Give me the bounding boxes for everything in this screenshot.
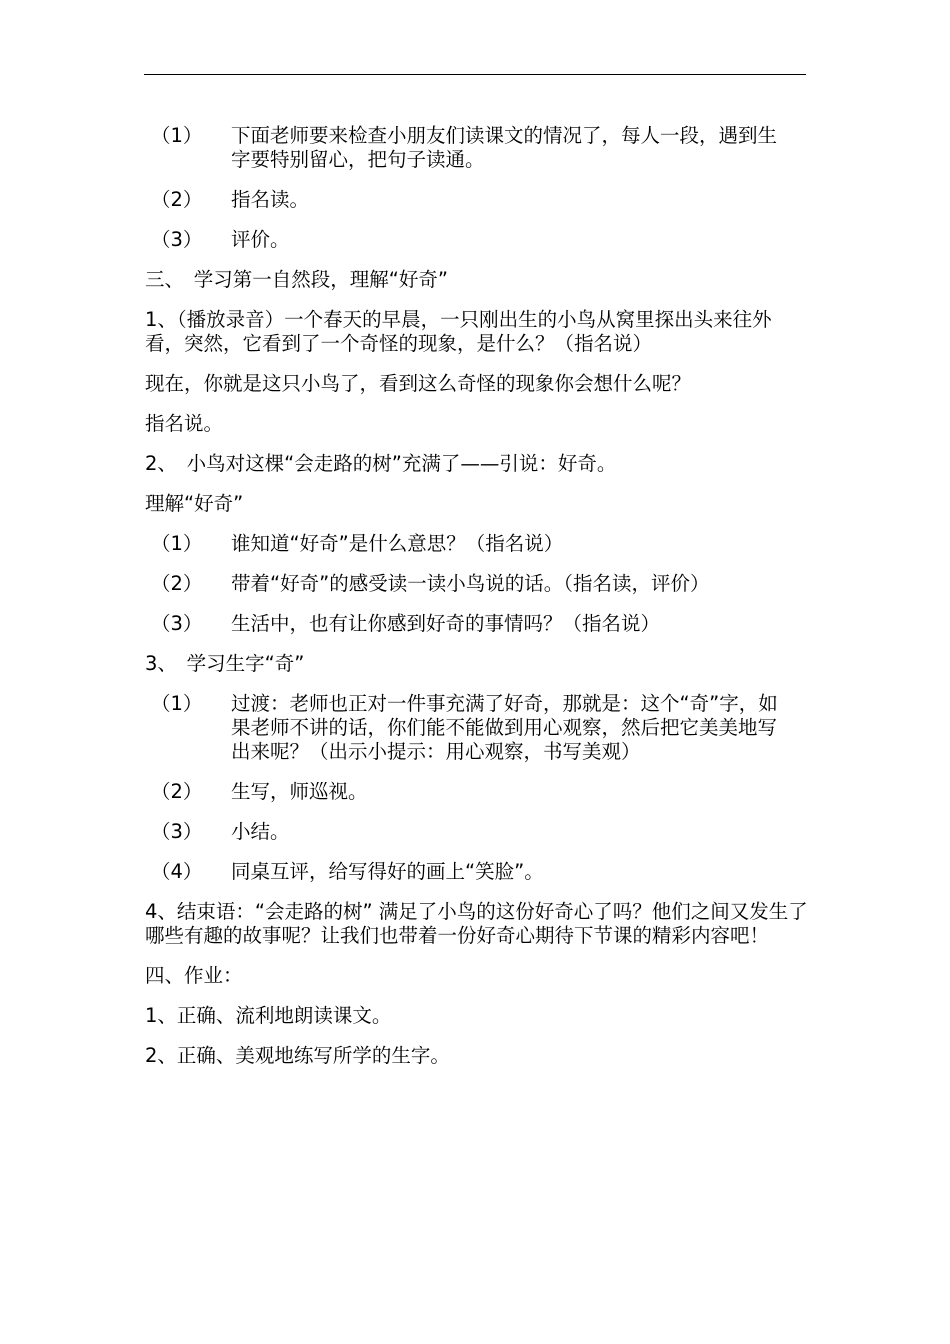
item-text: 指名读。 [231, 188, 310, 211]
list-item [145, 860, 810, 884]
paragraph: 现在，你就是这只小鸟了，看到这么奇怪的现象你会想什么呢？ [145, 372, 692, 395]
item-number: （1） [151, 124, 203, 147]
list-item [145, 228, 810, 252]
item-text: 生活中，也有让你感到好奇的事情吗？（指名说） [231, 612, 661, 635]
paragraph: 2、正确、美观地练写所学的生字。 [145, 1044, 450, 1067]
list-item [145, 572, 810, 596]
list-item [145, 780, 810, 804]
item-number: （3） [151, 820, 203, 843]
list-item [145, 532, 810, 556]
item-number: （2） [151, 780, 203, 803]
item-number: （4） [151, 860, 203, 883]
item-number: （2） [151, 188, 203, 211]
list-item [145, 820, 810, 844]
item-text: 同桌互评，给写得好的画上“笑脸”。 [231, 860, 544, 883]
paragraph: 指名说。 [145, 412, 224, 435]
list-item [145, 124, 810, 172]
paragraph: 3、 学习生字“奇” [145, 652, 305, 675]
section-heading: 三、 学习第一自然段，理解“好奇” [145, 268, 448, 291]
paragraph: 2、 小鸟对这棵“会走路的树”充满了——引说：好奇。 [145, 452, 617, 475]
list-item [145, 188, 810, 212]
item-text: 评价。 [231, 228, 290, 251]
list-item [145, 692, 810, 764]
item-number: （1） [151, 532, 203, 555]
item-number: （3） [151, 228, 203, 251]
header-rule [144, 74, 806, 75]
item-text: 下面老师要来检查小朋友们读课文的情况了，每人一段，遇到生字要特别留心，把句子读通。 [231, 124, 778, 171]
item-text: 带着“好奇”的感受读一读小鸟说的话。（指名读，评价） [231, 572, 710, 595]
item-text: 谁知道“好奇”是什么意思？（指名说） [231, 532, 564, 555]
paragraph: 1、正确、流利地朗读课文。 [145, 1004, 392, 1027]
section-heading: 四、作业： [145, 964, 243, 987]
paragraph: 理解“好奇” [145, 492, 244, 515]
paragraph: 1、（播放录音）一个春天的早晨，一只刚出生的小鸟从窝里探出头来往外看，突然，它看到了一个奇怪的现象，是什么？（指名说） [145, 308, 772, 355]
item-number: （2） [151, 572, 203, 595]
item-text: 过渡：老师也正对一件事充满了好奇，那就是：这个“奇”字，如果老师不讲的话，你们能不能做到用心观察，然后把它美美地写出来呢？（出示小提示：用心观察，书写美观） [231, 692, 778, 763]
list-item [145, 612, 810, 636]
item-number: （3） [151, 612, 203, 635]
item-number: （1） [151, 692, 203, 715]
paragraph: 4、结束语：“会走路的树” 满足了小鸟的这份好奇心了吗？他们之间又发生了哪些有趣的故事呢？让我们也带着一份好奇心期待下节课的精彩内容吧！ [145, 900, 808, 947]
item-text: 小结。 [231, 820, 290, 843]
document-body [145, 124, 810, 1084]
item-text: 生写，师巡视。 [231, 780, 368, 803]
